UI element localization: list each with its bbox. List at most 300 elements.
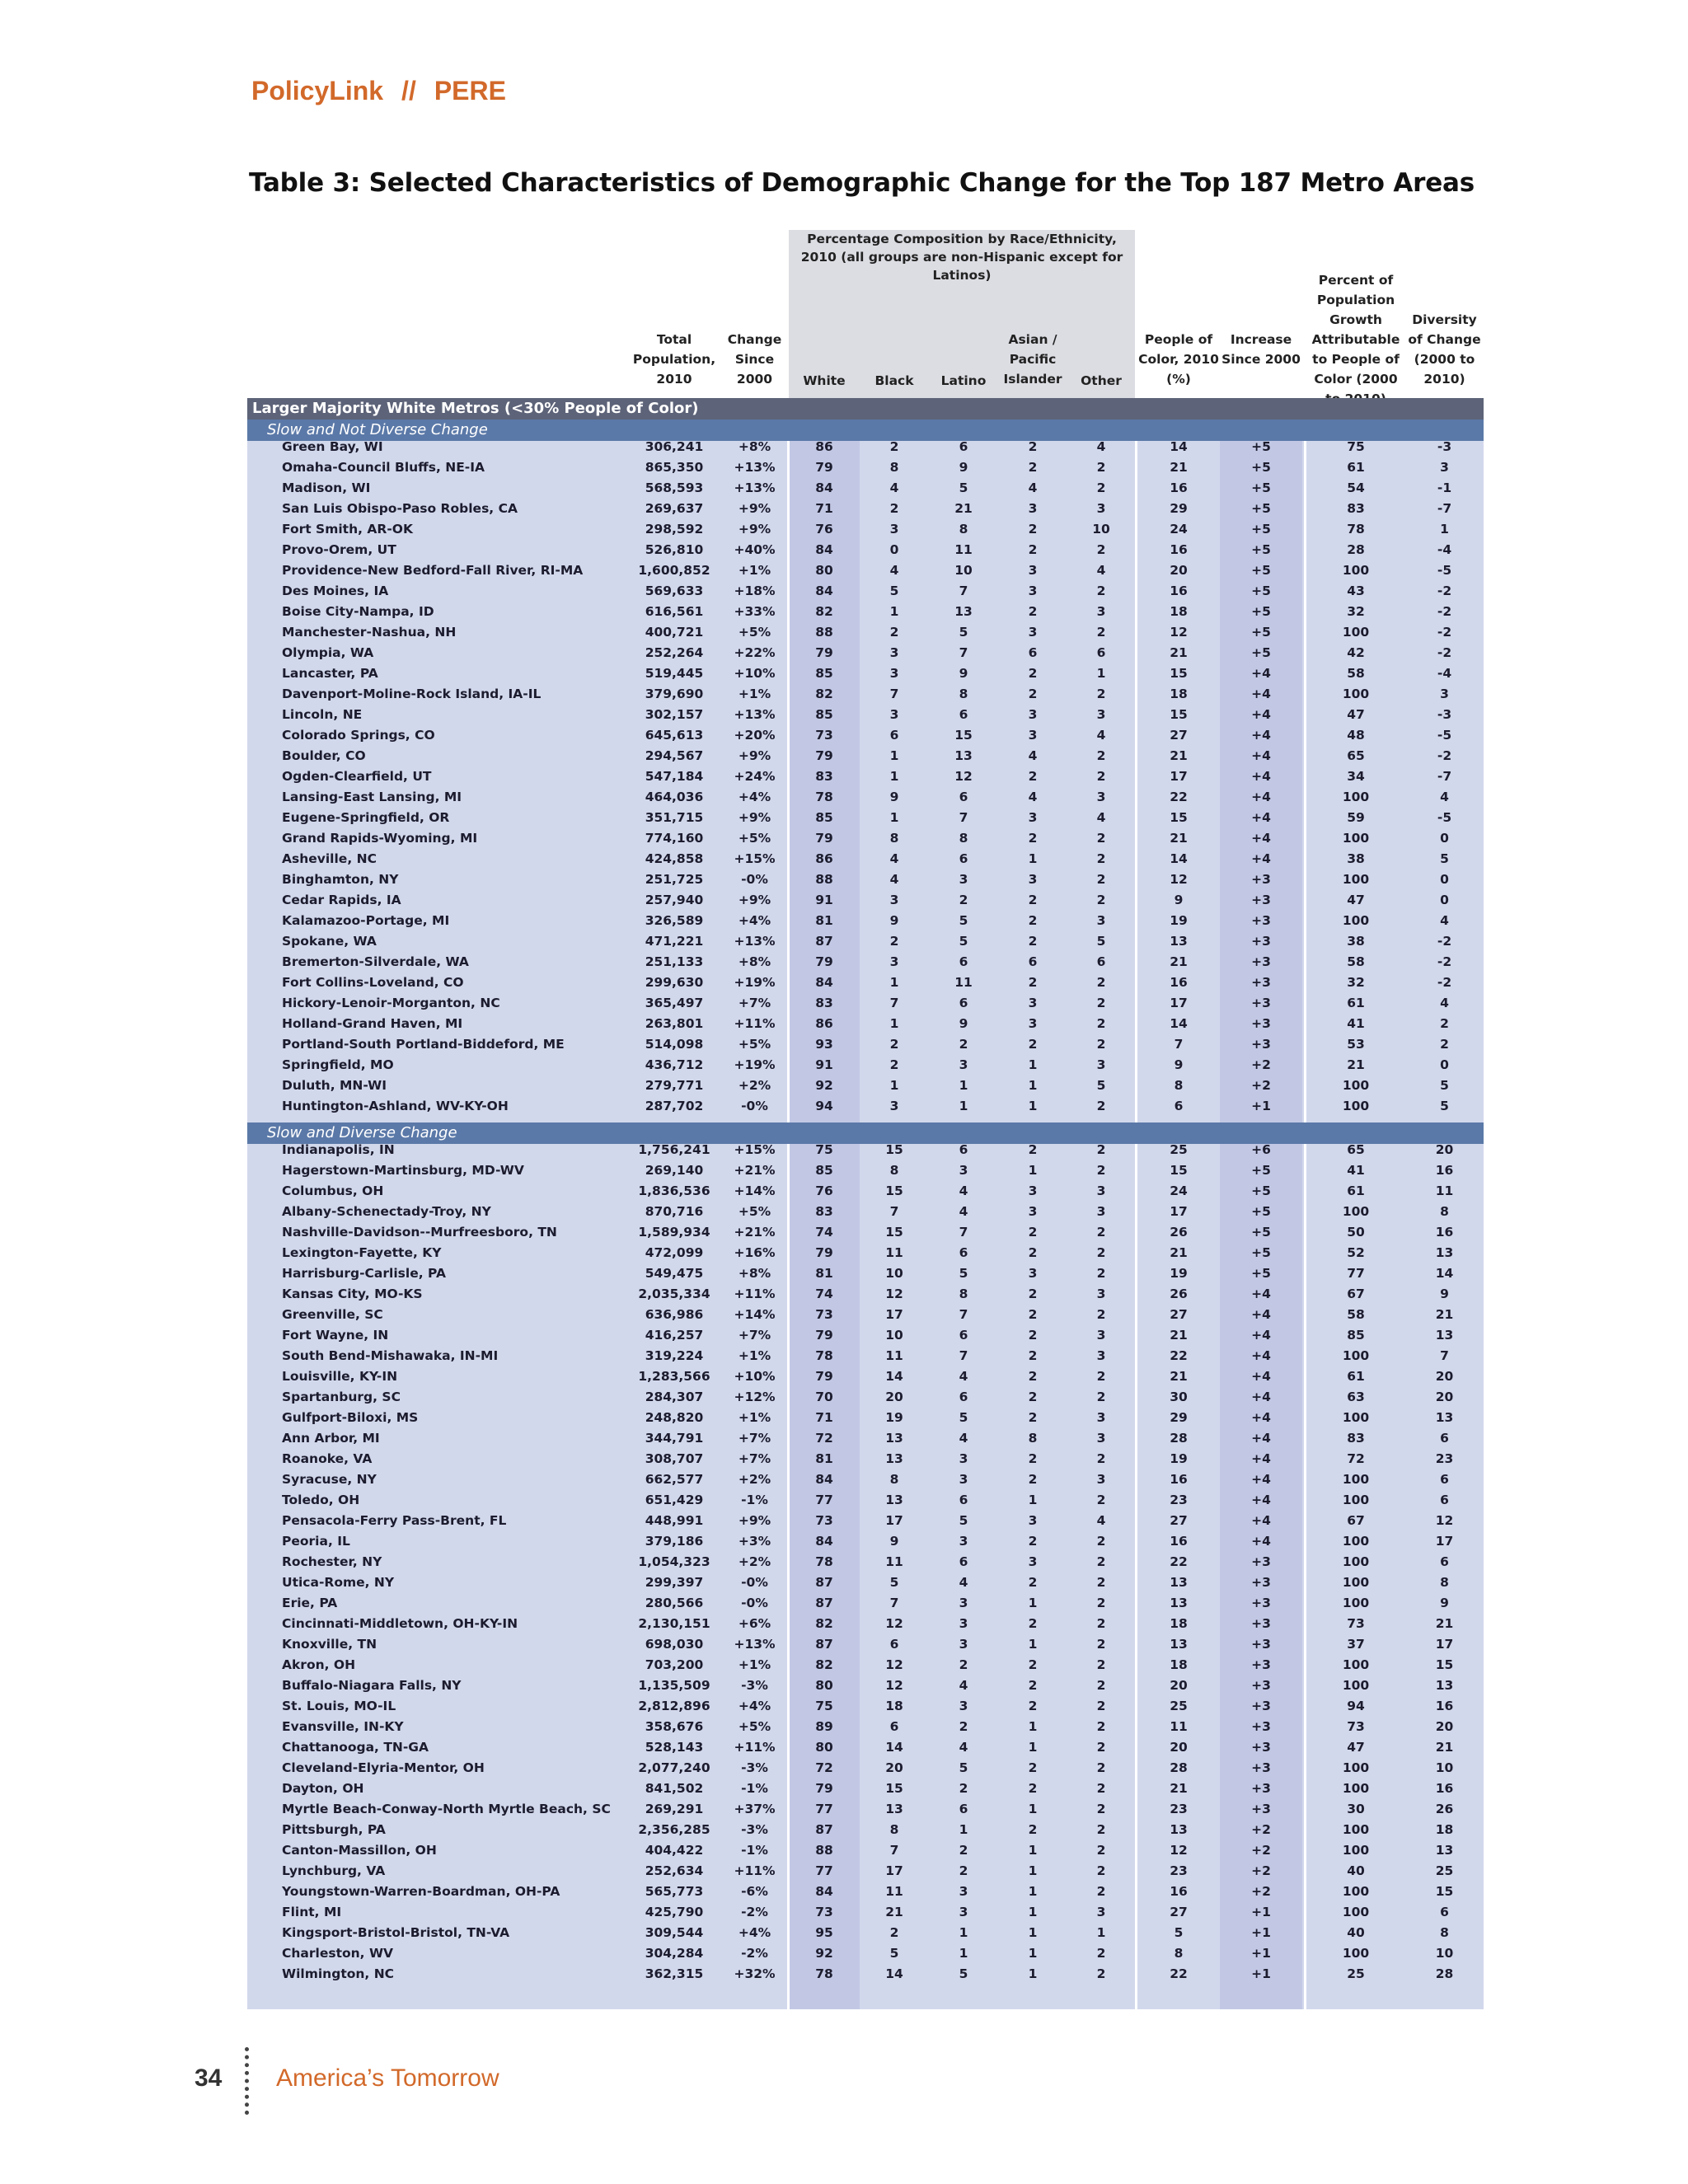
table-cell: 1,756,241 [638, 1142, 710, 1157]
table-cell: 6 [959, 1802, 968, 1816]
table-cell: 2 [1096, 996, 1106, 1010]
table-cell: -3% [741, 1760, 768, 1775]
table-cell: 47 [1347, 707, 1365, 722]
table-cell: 299,397 [645, 1575, 704, 1590]
table-cell: 2 [1096, 1657, 1106, 1672]
table-cell: +5 [1251, 460, 1271, 475]
metro-name-cell: Kalamazoo-Portage, MI [282, 913, 450, 928]
table-cell: 4 [1440, 913, 1449, 928]
table-cell: +15% [734, 1142, 776, 1157]
table-cell: 8 [889, 831, 899, 846]
table-cell: 2 [1096, 480, 1106, 495]
table-cell: 6 [959, 1390, 968, 1404]
table-cell: 2,356,285 [638, 1822, 710, 1837]
table-cell: +3 [1251, 996, 1271, 1010]
table-cell: 6 [959, 1493, 968, 1507]
table-row [247, 1860, 1484, 1881]
table-cell: 9 [1440, 1286, 1449, 1301]
table-cell: 1 [1028, 1740, 1038, 1755]
table-cell: 100 [1342, 1575, 1370, 1590]
table-cell: 19 [885, 1410, 903, 1425]
table-cell: +4 [1251, 1493, 1271, 1507]
metro-name-cell: Fort Collins-Loveland, CO [282, 975, 464, 990]
table-cell: 2 [1096, 1163, 1106, 1178]
metro-name-cell: Duluth, MN-WI [282, 1078, 387, 1093]
table-cell: 263,801 [645, 1016, 704, 1031]
table-cell: 15 [1170, 707, 1188, 722]
table-cell: +2 [1251, 1863, 1271, 1878]
table-cell: +4 [1251, 1410, 1271, 1425]
table-cell: 2 [1028, 831, 1038, 846]
table-cell: 2 [1028, 1286, 1038, 1301]
table-cell: 8 [889, 460, 899, 475]
table-cell: +21% [734, 1225, 776, 1240]
metro-name-cell: Provo-Orem, UT [282, 542, 396, 557]
table-cell: 20 [885, 1390, 903, 1404]
table-cell: 2 [1028, 1369, 1038, 1384]
table-cell: 3 [1096, 1328, 1106, 1343]
table-row [247, 1510, 1484, 1530]
subsection-label: Slow and Diverse Change [267, 1124, 457, 1141]
table-cell: -3 [1437, 439, 1452, 454]
table-cell: 2 [1028, 1451, 1038, 1466]
table-cell: 18 [885, 1699, 903, 1713]
table-cell: +3 [1251, 975, 1271, 990]
table-cell: 528,143 [645, 1740, 704, 1755]
table-cell: 21 [954, 501, 973, 516]
table-row [247, 1778, 1484, 1798]
table-cell: 9 [1440, 1596, 1449, 1610]
table-cell: 32 [1347, 975, 1365, 990]
table-cell: 95 [815, 1925, 833, 1940]
metro-name-cell: Manchester-Nashua, NH [282, 625, 457, 640]
table-cell: 87 [815, 1596, 833, 1610]
table-cell: 351,715 [645, 810, 704, 825]
table-cell: 3 [959, 1616, 968, 1631]
table-cell: 5 [1096, 934, 1106, 949]
table-row [247, 1530, 1484, 1551]
table-cell: 257,940 [645, 893, 704, 907]
metro-name-cell: Louisville, KY-IN [282, 1369, 398, 1384]
table-cell: 2 [1440, 1016, 1449, 1031]
table-cell: 6 [1028, 954, 1038, 969]
table-cell: 774,160 [645, 831, 704, 846]
table-cell: 2 [1028, 1822, 1038, 1837]
table-cell: 6 [889, 1719, 899, 1734]
table-cell: 27 [1170, 1513, 1188, 1528]
table-cell: +22% [734, 645, 776, 660]
table-cell: 16 [1435, 1225, 1454, 1240]
table-cell: +2 [1251, 1057, 1271, 1072]
table-cell: 6 [959, 790, 968, 804]
table-cell: 7 [1440, 1348, 1449, 1363]
table-cell: 6 [959, 1328, 968, 1343]
table-cell: +19% [734, 1057, 776, 1072]
table-cell: 6 [1440, 1554, 1449, 1569]
table-cell: +1 [1251, 1946, 1271, 1961]
metro-name-cell: Kingsport-Bristol-Bristol, TN-VA [282, 1925, 510, 1940]
table-cell: +5 [1251, 1163, 1271, 1178]
table-cell: +4% [738, 1925, 771, 1940]
table-cell: 9 [1174, 893, 1184, 907]
table-cell: 7 [889, 1843, 899, 1858]
table-row [247, 1551, 1484, 1572]
table-cell: 53 [1347, 1037, 1365, 1052]
table-cell: 65 [1347, 1142, 1365, 1157]
table-row [247, 1943, 1484, 1963]
table-cell: 17 [1170, 996, 1188, 1010]
table-cell: 6 [959, 707, 968, 722]
table-cell: 16 [1170, 542, 1188, 557]
table-cell: 6 [1096, 645, 1106, 660]
table-cell: 294,567 [645, 748, 704, 763]
table-cell: 344,791 [645, 1431, 704, 1446]
table-cell: 645,613 [645, 728, 704, 743]
table-cell: 1 [1440, 522, 1449, 537]
table-cell: +3 [1251, 1554, 1271, 1569]
table-cell: +9% [738, 522, 771, 537]
table-cell: 7 [959, 810, 968, 825]
table-row [247, 869, 1484, 889]
table-cell: 1 [1028, 1596, 1038, 1610]
table-cell: +10% [734, 1369, 776, 1384]
table-cell: +9% [738, 501, 771, 516]
table-cell: 82 [815, 1616, 833, 1631]
table-cell: 2 [1028, 1657, 1038, 1672]
table-cell: 9 [1174, 1057, 1184, 1072]
col-header-total-population: Total Population, 2010 [632, 332, 716, 387]
table-cell: 61 [1347, 996, 1365, 1010]
table-cell: 2 [959, 1657, 968, 1672]
table-cell: 87 [815, 1637, 833, 1652]
table-row [247, 724, 1484, 745]
table-cell: 13 [1435, 1245, 1454, 1260]
table-cell: 358,676 [645, 1719, 704, 1734]
table-cell: 94 [1347, 1699, 1365, 1713]
table-cell: 3 [1096, 1410, 1106, 1425]
section-label: Larger Majority White Metros (<30% People of Color) [252, 400, 699, 417]
table-cell: 100 [1342, 1596, 1370, 1610]
metro-name-cell: Davenport-Moline-Rock Island, IA-IL [282, 687, 542, 701]
table-cell: +1% [738, 687, 771, 701]
table-cell: 8 [959, 522, 968, 537]
table-cell: 28 [1347, 542, 1365, 557]
table-cell: 2 [1096, 1016, 1106, 1031]
metro-name-cell: Evansville, IN-KY [282, 1719, 404, 1734]
table-cell: 84 [815, 1534, 833, 1549]
table-cell: 2 [959, 1781, 968, 1796]
table-cell: 6 [959, 1554, 968, 1569]
metro-name-cell: Grand Rapids-Wyoming, MI [282, 831, 478, 846]
table-cell: 29 [1170, 501, 1188, 516]
table-cell: 2 [1028, 1575, 1038, 1590]
table-cell: 9 [889, 790, 899, 804]
table-cell: 1 [1028, 1884, 1038, 1899]
table-cell: 23 [1170, 1493, 1188, 1507]
table-cell: +3% [738, 1534, 771, 1549]
table-cell: 306,241 [645, 439, 704, 454]
table-cell: 3 [1028, 1554, 1038, 1569]
table-cell: 83 [815, 769, 833, 784]
table-cell: +3 [1251, 934, 1271, 949]
table-cell: 1 [1028, 1946, 1038, 1961]
table-cell: 2 [1028, 666, 1038, 681]
table-cell: 21 [1170, 831, 1188, 846]
table-cell: 18 [1170, 1657, 1188, 1672]
table-cell: 287,702 [645, 1099, 704, 1113]
table-cell: 1 [889, 604, 899, 619]
table-cell: 2 [1096, 460, 1106, 475]
metro-name-cell: Lynchburg, VA [282, 1863, 386, 1878]
table-cell: 1 [1028, 1905, 1038, 1919]
table-cell: 549,475 [645, 1266, 704, 1281]
table-cell: +5 [1251, 522, 1271, 537]
table-cell: +4 [1251, 748, 1271, 763]
table-cell: 85 [815, 1163, 833, 1178]
table-cell: +2 [1251, 1843, 1271, 1858]
table-cell: 79 [815, 460, 833, 475]
table-cell: 3 [1028, 1513, 1038, 1528]
table-cell: 12 [1170, 625, 1188, 640]
table-cell: -2% [741, 1905, 768, 1919]
table-cell: 17 [1435, 1637, 1454, 1652]
table-cell: 1 [959, 1946, 968, 1961]
table-cell: 3 [889, 954, 899, 969]
table-cell: 82 [815, 1657, 833, 1672]
table-cell: 20 [1170, 563, 1188, 578]
table-cell: 703,200 [645, 1657, 704, 1672]
table-cell: 7 [959, 645, 968, 660]
table-cell: 13 [1170, 1596, 1188, 1610]
table-cell: +1% [738, 563, 771, 578]
metro-name-cell: San Luis Obispo-Paso Robles, CA [282, 501, 518, 516]
race-group-header: Percentage Composition by Race/Ethnicity, 2010 (all groups are non-Hispanic except for Latinos) [800, 232, 1123, 283]
table-cell: 2 [889, 1037, 899, 1052]
metro-name-cell: Erie, PA [282, 1596, 338, 1610]
table-cell: 2 [1096, 1884, 1106, 1899]
table-row [247, 1819, 1484, 1840]
table-cell: 78 [815, 1966, 833, 1981]
table-cell: +24% [734, 769, 776, 784]
table-cell: 3 [1028, 810, 1038, 825]
table-cell: 14 [1170, 851, 1188, 866]
table-cell: 472,099 [645, 1245, 704, 1260]
table-cell: 6 [1174, 1099, 1184, 1113]
table-cell: +5 [1251, 1245, 1271, 1260]
table-cell: +3 [1251, 1596, 1271, 1610]
table-cell: 6 [1096, 954, 1106, 969]
table-cell: +5 [1251, 583, 1271, 598]
table-cell: 1 [889, 810, 899, 825]
table-row [247, 1675, 1484, 1695]
table-cell: 2 [1096, 1225, 1106, 1240]
table-cell: 662,577 [645, 1472, 704, 1487]
table-cell: 14 [1170, 1016, 1188, 1031]
table-cell: 2 [1096, 831, 1106, 846]
metro-name-cell: Utica-Rome, NY [282, 1575, 395, 1590]
table-cell: 298,592 [645, 522, 704, 537]
table-cell: 1 [1028, 1863, 1038, 1878]
table-row [247, 1840, 1484, 1860]
table-cell: +3 [1251, 1657, 1271, 1672]
table-cell: 269,291 [645, 1802, 704, 1816]
table-cell: 5 [959, 934, 968, 949]
table-cell: 3 [1028, 1266, 1038, 1281]
metro-name-cell: Buffalo-Niagara Falls, NY [282, 1678, 462, 1693]
table-cell: 5 [959, 1760, 968, 1775]
table-cell: 16 [1435, 1163, 1454, 1178]
table-row [247, 1407, 1484, 1427]
table-cell: 651,429 [645, 1493, 704, 1507]
table-cell: 3 [959, 1057, 968, 1072]
metro-name-cell: Lincoln, NE [282, 707, 363, 722]
metro-name-cell: Spartanburg, SC [282, 1390, 401, 1404]
table-cell: +18% [734, 583, 776, 598]
table-cell: +4 [1251, 769, 1271, 784]
table-cell: 2 [1028, 893, 1038, 907]
table-cell: 0 [889, 542, 899, 557]
table-cell: 11 [885, 1884, 903, 1899]
table-row [247, 642, 1484, 663]
table-cell: 14 [1170, 439, 1188, 454]
table-cell: 18 [1170, 687, 1188, 701]
table-cell: 616,561 [645, 604, 704, 619]
table-cell: 3 [889, 1099, 899, 1113]
table-cell: 0 [1440, 893, 1449, 907]
table-cell: 2 [1096, 769, 1106, 784]
table-cell: 2,035,334 [638, 1286, 710, 1301]
table-cell: 3 [1028, 1204, 1038, 1219]
table-cell: 4 [1096, 439, 1106, 454]
table-cell: 2 [1096, 1616, 1106, 1631]
metro-name-cell: Harrisburg-Carlisle, PA [282, 1266, 446, 1281]
table-cell: +5 [1251, 1225, 1271, 1240]
table-cell: +21% [734, 1163, 776, 1178]
table-cell: 3 [1096, 790, 1106, 804]
table-cell: 1 [1028, 1078, 1038, 1093]
table-cell: +1% [738, 1410, 771, 1425]
table-cell: 3 [1440, 460, 1449, 475]
table-cell: +4 [1251, 1534, 1271, 1549]
table-row [247, 807, 1484, 827]
table-cell: 2 [889, 439, 899, 454]
table-cell: 61 [1347, 1183, 1365, 1198]
table-row [247, 1283, 1484, 1304]
table-row [247, 1095, 1484, 1116]
metro-name-cell: Nashville-Davidson--Murfreesboro, TN [282, 1225, 557, 1240]
table-row [247, 1963, 1484, 1984]
table-cell: 4 [889, 480, 899, 495]
table-cell: 85 [815, 666, 833, 681]
table-cell: 43 [1347, 583, 1365, 598]
table-cell: +4 [1251, 1307, 1271, 1322]
table-cell: +16% [734, 1245, 776, 1260]
table-cell: 2 [1096, 1781, 1106, 1796]
table-cell: 1,589,934 [638, 1225, 710, 1240]
table-cell: +32% [734, 1966, 776, 1981]
table-cell: 526,810 [645, 542, 704, 557]
table-cell: -2 [1437, 583, 1452, 598]
table-cell: 21 [1170, 954, 1188, 969]
table-cell: 42 [1347, 645, 1365, 660]
table-cell: 2 [1028, 1037, 1038, 1052]
table-cell: 14 [885, 1966, 903, 1981]
table-cell: 27 [1170, 1905, 1188, 1919]
table-cell: -2 [1437, 934, 1452, 949]
table-cell: 279,771 [645, 1078, 704, 1093]
table-cell: 17 [885, 1863, 903, 1878]
table-cell: 471,221 [645, 934, 704, 949]
table-cell: 37 [1347, 1637, 1365, 1652]
table-cell: 47 [1347, 893, 1365, 907]
table-cell: 100 [1342, 687, 1370, 701]
table-cell: 75 [815, 1142, 833, 1157]
table-row [247, 1922, 1484, 1943]
table-row [247, 560, 1484, 580]
table-cell: 5 [1440, 1078, 1449, 1093]
col-header-increase: Increase Since 2000 [1221, 332, 1301, 367]
metro-name-cell: Madison, WI [282, 480, 371, 495]
table-cell: 3 [1096, 1431, 1106, 1446]
metro-name-cell: Toledo, OH [282, 1493, 360, 1507]
table-cell: 79 [815, 1781, 833, 1796]
table-cell: 65 [1347, 748, 1365, 763]
table-cell: 32 [1347, 604, 1365, 619]
table-cell: +4 [1251, 851, 1271, 866]
table-cell: 284,307 [645, 1390, 704, 1404]
table-cell: 83 [815, 1204, 833, 1219]
table-cell: 2 [1028, 439, 1038, 454]
table-cell: 100 [1342, 1678, 1370, 1693]
table-row [247, 1160, 1484, 1180]
table-cell: 8 [959, 831, 968, 846]
table-cell: 100 [1342, 1078, 1370, 1093]
table-cell: 13 [1435, 1678, 1454, 1693]
table-cell: 21 [885, 1905, 903, 1919]
table-row [247, 910, 1484, 930]
metro-name-cell: Holland-Grand Haven, MI [282, 1016, 463, 1031]
table-cell: 4 [889, 851, 899, 866]
table-cell: 3 [1028, 501, 1038, 516]
table-cell: 100 [1342, 1822, 1370, 1837]
table-cell: 1 [959, 1925, 968, 1940]
table-cell: 1 [1028, 1163, 1038, 1178]
table-cell: 2,077,240 [638, 1760, 710, 1775]
table-cell: 80 [815, 563, 833, 578]
table-row [247, 1054, 1484, 1075]
table-cell: 15 [885, 1781, 903, 1796]
table-row [247, 477, 1484, 498]
table-cell: 436,712 [645, 1057, 704, 1072]
table-cell: +9% [738, 893, 771, 907]
table-cell: 2 [959, 1037, 968, 1052]
table-cell: 83 [1347, 501, 1365, 516]
table-cell: 48 [1347, 728, 1365, 743]
metro-name-cell: Chattanooga, TN-GA [282, 1740, 429, 1755]
table-cell: 26 [1170, 1286, 1188, 1301]
table-cell: 8 [1440, 1575, 1449, 1590]
table-cell: -6% [741, 1884, 768, 1899]
table-cell: +5 [1251, 480, 1271, 495]
table-cell: 4 [959, 1431, 968, 1446]
table-cell: 21 [1435, 1307, 1454, 1322]
col-header-black: Black [874, 373, 914, 388]
table-cell: 15 [1170, 666, 1188, 681]
table-cell: 841,502 [645, 1781, 704, 1796]
table-cell: +5 [1251, 1204, 1271, 1219]
table-cell: 2 [1028, 1534, 1038, 1549]
table-cell: 4 [959, 1369, 968, 1384]
